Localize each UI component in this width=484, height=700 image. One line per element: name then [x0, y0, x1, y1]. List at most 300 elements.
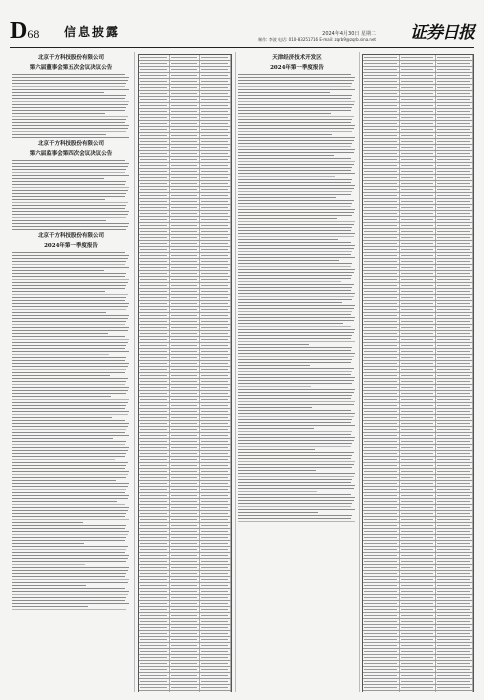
table-cell: [363, 673, 400, 678]
table-cell: [139, 271, 170, 276]
table-cell: [400, 583, 437, 588]
text-line: [12, 273, 126, 275]
text-line: [12, 300, 125, 302]
table-cell: [363, 181, 400, 186]
table: [362, 54, 474, 692]
text-line: [12, 522, 83, 524]
table-cell: [170, 175, 201, 180]
table-cell: [436, 307, 473, 312]
table-cell: [139, 175, 170, 180]
table-cell: [170, 271, 201, 276]
table-cell: [139, 307, 170, 312]
text-line: [238, 215, 352, 217]
text-line: [12, 570, 128, 572]
text-line: [238, 323, 343, 325]
table-cell: [363, 187, 400, 192]
text-line: [12, 288, 125, 290]
table-cell: [400, 265, 437, 270]
table-cell: [436, 241, 473, 246]
table-cell: [139, 103, 170, 108]
text-line: [238, 152, 354, 154]
table-cell: [400, 655, 437, 660]
table-cell: [363, 307, 400, 312]
table-row: [363, 691, 473, 692]
table-cell: [170, 103, 201, 108]
table-cell: [170, 547, 201, 552]
text-line: [12, 333, 108, 335]
table-cell: [436, 493, 473, 498]
table-cell: [200, 67, 231, 72]
table-cell: [139, 79, 170, 84]
table-cell: [363, 427, 400, 432]
table-cell: [363, 529, 400, 534]
text-line: [12, 125, 129, 127]
table-cell: [400, 301, 437, 306]
table-cell: [363, 199, 400, 204]
table-cell: [363, 475, 400, 480]
text-line: [12, 585, 86, 587]
table-cell: [436, 439, 473, 444]
table-cell: [436, 259, 473, 264]
text-line: [238, 104, 354, 106]
table-cell: [170, 427, 201, 432]
table-cell: [139, 553, 170, 558]
table-cell: [139, 457, 170, 462]
table-cell: [363, 373, 400, 378]
text-line: [12, 128, 128, 130]
table-cell: [170, 241, 201, 246]
table-cell: [363, 337, 400, 342]
table-cell: [436, 481, 473, 486]
newspaper-logo: 证券日报: [410, 23, 474, 43]
table-cell: [363, 643, 400, 648]
table-cell: [400, 619, 437, 624]
text-line: [12, 205, 126, 207]
table-cell: [170, 559, 201, 564]
text-line: [12, 396, 111, 398]
table-cell: [400, 691, 437, 692]
table-cell: [200, 91, 231, 96]
table-cell: [170, 493, 201, 498]
table-cell: [200, 469, 231, 474]
text-line: [238, 317, 355, 319]
text-line: [12, 252, 125, 254]
table-cell: [139, 367, 170, 372]
table-cell: [170, 451, 201, 456]
table-cell: [200, 301, 231, 306]
table-cell: [200, 205, 231, 210]
table-cell: [200, 193, 231, 198]
table-cell: [363, 145, 400, 150]
table-cell: [200, 499, 231, 504]
table-cell: [200, 361, 231, 366]
table-cell: [436, 121, 473, 126]
text-line: [238, 230, 351, 232]
text-line: [12, 339, 129, 341]
text-line: [12, 306, 128, 308]
table-cell: [200, 319, 231, 324]
table-cell: [363, 481, 400, 486]
text-line: [238, 326, 351, 328]
table-cell: [400, 565, 437, 570]
text-line: [12, 187, 129, 189]
text-line: [238, 521, 355, 523]
text-line: [238, 278, 351, 280]
table-cell: [363, 313, 400, 318]
table-cell: [400, 121, 437, 126]
table-cell: [170, 109, 201, 114]
text-line: [238, 464, 354, 466]
text-line: [12, 510, 128, 512]
table-cell: [170, 577, 201, 582]
table-cell: [139, 583, 170, 588]
table-cell: [400, 97, 437, 102]
text-line: [12, 459, 115, 461]
table-cell: [436, 469, 473, 474]
table-cell: [170, 379, 201, 384]
table-cell: [200, 295, 231, 300]
table-cell: [436, 115, 473, 120]
table-cell: [400, 277, 437, 282]
table-cell: [436, 565, 473, 570]
table-cell: [400, 463, 437, 468]
table-cell: [436, 97, 473, 102]
text-line: [238, 185, 355, 187]
text-line: [238, 335, 352, 337]
text-line: [12, 172, 125, 174]
text-line: [12, 492, 125, 494]
text-line: [12, 444, 125, 446]
text-line: [12, 342, 128, 344]
table-cell: [139, 385, 170, 390]
table-cell: [363, 235, 400, 240]
table-cell: [436, 637, 473, 642]
text-line: [12, 226, 128, 228]
text-line: [12, 447, 129, 449]
text-line: [12, 119, 126, 121]
table-cell: [200, 445, 231, 450]
table-cell: [363, 655, 400, 660]
table-cell: [139, 625, 170, 630]
text-line: [12, 450, 128, 452]
table-cell: [400, 367, 437, 372]
table-cell: [363, 67, 400, 72]
text-line: [12, 387, 129, 389]
text-line: [12, 193, 126, 195]
table-cell: [139, 199, 170, 204]
table-cell: [200, 613, 231, 618]
table-cell: [436, 283, 473, 288]
table-cell: [200, 61, 231, 66]
text-line: [12, 80, 128, 82]
table-cell: [139, 451, 170, 456]
table-cell: [436, 277, 473, 282]
table-cell: [363, 205, 400, 210]
table-cell: [400, 91, 437, 96]
table-cell: [400, 493, 437, 498]
table-cell: [170, 601, 201, 606]
table-cell: [363, 325, 400, 330]
announcement-company: 北京千方科技股份有限公司: [37, 55, 104, 61]
table-cell: [170, 595, 201, 600]
text-line: [238, 311, 352, 313]
table-cell: [200, 97, 231, 102]
table-cell: [400, 547, 437, 552]
text-line: [238, 455, 352, 457]
table-cell: [139, 637, 170, 642]
table-cell: [436, 643, 473, 648]
table-cell: [436, 79, 473, 84]
table-cell: [170, 121, 201, 126]
text-line: [12, 110, 125, 112]
table-cell: [436, 289, 473, 294]
table-cell: [436, 385, 473, 390]
table-cell: [363, 457, 400, 462]
table-cell: [436, 109, 473, 114]
table-cell: [200, 523, 231, 528]
table-cell: [170, 253, 201, 258]
text-line: [12, 199, 105, 201]
table-cell: [436, 607, 473, 612]
text-line: [12, 95, 126, 97]
table-cell: [363, 613, 400, 618]
table-cell: [363, 511, 400, 516]
table-cell: [200, 475, 231, 480]
table-cell: [363, 367, 400, 372]
table-cell: [400, 343, 437, 348]
table-cell: [400, 439, 437, 444]
table-cell: [170, 481, 201, 486]
text-line: [238, 221, 355, 223]
text-line: [12, 378, 128, 380]
table-cell: [200, 589, 231, 594]
table-cell: [436, 619, 473, 624]
text-line: [238, 389, 355, 391]
table-cell: [436, 559, 473, 564]
text-line: [238, 368, 354, 370]
text-line: [238, 503, 352, 505]
text-line: [238, 110, 351, 112]
table-cell: [400, 445, 437, 450]
table-cell: [200, 181, 231, 186]
text-line: [238, 347, 352, 349]
table-cell: [170, 199, 201, 204]
table-cell: [363, 661, 400, 666]
table-cell: [363, 331, 400, 336]
text-line: [12, 576, 125, 578]
table-cell: [139, 145, 170, 150]
table-cell: [436, 253, 473, 258]
text-line: [238, 251, 352, 253]
table-cell: [400, 103, 437, 108]
table-cell: [139, 217, 170, 222]
text-line: [238, 320, 354, 322]
table-cell: [170, 85, 201, 90]
announcement-title: 2024年第一季度报告: [44, 243, 98, 249]
table-cell: [400, 451, 437, 456]
text-line: [238, 434, 351, 436]
table-cell: [363, 103, 400, 108]
table-cell: [363, 595, 400, 600]
text-line: [12, 211, 129, 213]
text-line: [12, 357, 126, 359]
text-line: [238, 338, 351, 340]
table-cell: [200, 109, 231, 114]
table-cell: [436, 187, 473, 192]
text-line: [238, 248, 354, 250]
table-cell: [363, 163, 400, 168]
table-cell: [363, 73, 400, 78]
text-line: [238, 191, 352, 193]
section-title: 信息披露: [64, 25, 121, 39]
page-header: [10, 18, 474, 46]
table-cell: [170, 373, 201, 378]
table-cell: [363, 637, 400, 642]
table-cell: [436, 133, 473, 138]
table-cell: [200, 529, 231, 534]
text-line: [238, 281, 341, 283]
text-line: [238, 95, 352, 97]
table-cell: [200, 559, 231, 564]
text-line: [238, 92, 330, 94]
table-cell: [400, 577, 437, 582]
table-cell: [200, 343, 231, 348]
text-line: [12, 202, 128, 204]
table-cell: [139, 523, 170, 528]
table-cell: [200, 241, 231, 246]
table-cell: [400, 427, 437, 432]
table-cell: [170, 457, 201, 462]
table-cell: [400, 409, 437, 414]
table-cell: [200, 607, 231, 612]
text-line: [238, 161, 355, 163]
table-cell: [400, 295, 437, 300]
text-line: [238, 77, 355, 79]
table-cell: [200, 79, 231, 84]
text-line: [238, 296, 354, 298]
table-cell: [170, 439, 201, 444]
table-cell: [139, 61, 170, 66]
text-line: [238, 134, 332, 136]
table-cell: [400, 229, 437, 234]
text-line: [12, 558, 128, 560]
table-cell: [200, 397, 231, 402]
table-cell: [200, 493, 231, 498]
text-line: [12, 555, 129, 557]
table-cell: [436, 181, 473, 186]
table-cell: [139, 391, 170, 396]
text-line: [238, 488, 354, 490]
table-cell: [363, 361, 400, 366]
table-cell: [170, 145, 201, 150]
table-cell: [200, 313, 231, 318]
table-cell: [139, 403, 170, 408]
table-cell: [436, 505, 473, 510]
table-cell: [400, 349, 437, 354]
text-line: [12, 134, 106, 136]
table-cell: [436, 463, 473, 468]
column-1: [12, 52, 130, 692]
text-line: [12, 546, 128, 548]
table-cell: [139, 295, 170, 300]
table-cell: [436, 361, 473, 366]
table-cell: [170, 283, 201, 288]
text-line: [238, 206, 351, 208]
table-cell: [139, 529, 170, 534]
table-cell: [200, 103, 231, 108]
table-cell: [436, 631, 473, 636]
table-cell: [363, 505, 400, 510]
table-cell: [200, 151, 231, 156]
text-line: [12, 531, 129, 533]
table-cell: [200, 565, 231, 570]
text-line: [238, 446, 351, 448]
table-cell: [400, 355, 437, 360]
table-cell: [139, 319, 170, 324]
text-line: [238, 512, 318, 514]
table-cell: [170, 535, 201, 540]
table-cell: [139, 97, 170, 102]
table-cell: [170, 607, 201, 612]
text-line: [238, 272, 354, 274]
table-cell: [200, 691, 231, 692]
table-cell: [170, 571, 201, 576]
column-divider: [235, 52, 236, 692]
text-line: [238, 227, 352, 229]
table-cell: [400, 673, 437, 678]
table-cell: [200, 661, 231, 666]
text-line: [238, 332, 354, 334]
table-cell: [363, 565, 400, 570]
table-cell: [436, 523, 473, 528]
table-cell: [400, 631, 437, 636]
text-line: [238, 308, 354, 310]
table-cell: [139, 655, 170, 660]
table-cell: [170, 331, 201, 336]
table-cell: [436, 673, 473, 678]
text-line: [238, 212, 354, 214]
table-cell: [170, 367, 201, 372]
text-line: [12, 429, 126, 431]
text-line: [238, 428, 314, 430]
table-cell: [170, 211, 201, 216]
table-cell: [139, 73, 170, 78]
table-cell: [170, 229, 201, 234]
announcement-title: 第六届监事会第四次会议决议公告: [29, 151, 113, 157]
table-cell: [363, 109, 400, 114]
table-cell: [363, 61, 400, 66]
table-cell: [170, 157, 201, 162]
table-cell: [363, 217, 400, 222]
table-cell: [400, 613, 437, 618]
table-cell: [400, 385, 437, 390]
table-cell: [400, 331, 437, 336]
text-line: [238, 140, 354, 142]
table-cell: [363, 487, 400, 492]
text-line: [12, 270, 104, 272]
text-line: [12, 426, 128, 428]
text-line: [12, 214, 128, 216]
text-line: [12, 104, 128, 106]
table-cell: [363, 253, 400, 258]
table-cell: [436, 229, 473, 234]
table-cell: [139, 619, 170, 624]
table-cell: [200, 85, 231, 90]
table-cell: [400, 67, 437, 72]
table-cell: [170, 313, 201, 318]
table-cell: [200, 547, 231, 552]
text-line: [238, 371, 352, 373]
